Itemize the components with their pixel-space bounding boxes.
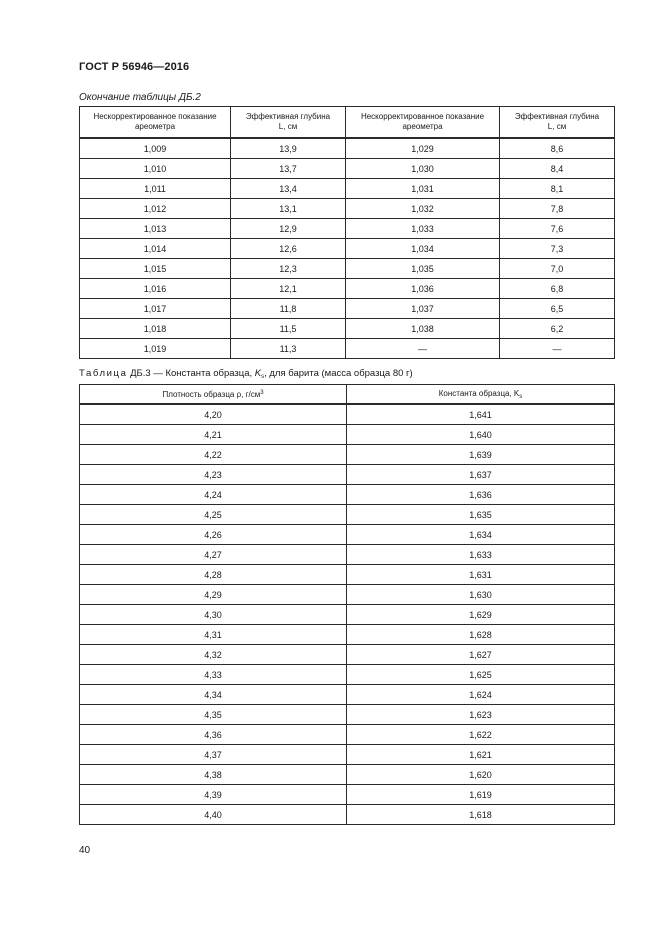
table-cell: — xyxy=(346,339,500,359)
header-effective-depth xyxy=(500,107,615,139)
table-row xyxy=(80,199,615,219)
table-cell: 1,629 xyxy=(347,605,615,625)
table-row xyxy=(80,645,615,665)
header-superscript: 3 xyxy=(260,389,264,396)
table-cell: 1,014 xyxy=(80,239,231,259)
table-cell: 1,624 xyxy=(347,685,615,705)
table-cell: 11,5 xyxy=(231,319,346,339)
header-line: L, см xyxy=(547,122,567,131)
table-cell: 6,2 xyxy=(500,319,615,339)
table-cell: 7,8 xyxy=(500,199,615,219)
table-row xyxy=(80,725,615,745)
header-sample-density xyxy=(80,385,347,405)
table-cell: 4,34 xyxy=(80,685,347,705)
table-cell: 4,37 xyxy=(80,745,347,765)
table-cell: 1,010 xyxy=(80,159,231,179)
header-hydrometer-reading xyxy=(80,107,231,139)
header-effective-depth xyxy=(231,107,346,139)
table-cell: 4,26 xyxy=(80,525,347,545)
table-row xyxy=(80,219,615,239)
table-cell: 1,038 xyxy=(346,319,500,339)
table-cell: 6,5 xyxy=(500,299,615,319)
header-text: Константа образца, K xyxy=(438,388,520,398)
table-row xyxy=(80,239,615,259)
table-cell: 13,4 xyxy=(231,179,346,199)
table-cell: 4,29 xyxy=(80,585,347,605)
table-cell: 1,035 xyxy=(346,259,500,279)
table-cell: 1,016 xyxy=(80,279,231,299)
table-db3-body xyxy=(80,404,615,825)
table-db2-caption: Окончание таблицы ДБ.2 xyxy=(79,92,201,103)
table-cell: 8,1 xyxy=(500,179,615,199)
header-line: Нескорректированное показание xyxy=(93,112,217,121)
table-cell: 4,40 xyxy=(80,805,347,825)
table-cell: 1,633 xyxy=(347,545,615,565)
table-cell: 8,4 xyxy=(500,159,615,179)
table-cell: 1,639 xyxy=(347,445,615,465)
caption-id: ДБ.3 xyxy=(130,368,151,379)
table-row xyxy=(80,159,615,179)
header-line: Нескорректированное показание xyxy=(360,112,485,121)
table-cell: 12,3 xyxy=(231,259,346,279)
table-cell: 4,20 xyxy=(80,404,347,425)
table-cell: 4,30 xyxy=(80,605,347,625)
table-cell: 8,6 xyxy=(500,138,615,159)
table-cell: 6,8 xyxy=(500,279,615,299)
table-cell: 1,013 xyxy=(80,219,231,239)
table-cell: 1,030 xyxy=(346,159,500,179)
table-cell: 1,015 xyxy=(80,259,231,279)
table-row xyxy=(80,445,615,465)
table-db3-caption xyxy=(79,368,413,380)
table-cell: 1,019 xyxy=(80,339,231,359)
table-row xyxy=(80,319,615,339)
header-line: ареометра xyxy=(134,122,176,131)
table-cell: 1,634 xyxy=(347,525,615,545)
table-cell: 7,3 xyxy=(500,239,615,259)
table-cell: 4,28 xyxy=(80,565,347,585)
table-cell: 4,23 xyxy=(80,465,347,485)
caption-word: Таблица xyxy=(79,368,128,379)
table-row xyxy=(80,505,615,525)
table-row xyxy=(80,404,615,425)
header-line: L, см xyxy=(278,122,298,131)
table-row xyxy=(80,805,615,825)
table-cell: 4,24 xyxy=(80,485,347,505)
table-row xyxy=(80,625,615,645)
table-db3 xyxy=(79,384,615,825)
table-row xyxy=(80,745,615,765)
table-cell: 1,619 xyxy=(347,785,615,805)
table-row xyxy=(80,525,615,545)
caption-symbol: K xyxy=(254,368,262,379)
header-text: Плотность образца ρ, г/см xyxy=(162,389,261,399)
table-cell: 1,034 xyxy=(346,239,500,259)
table-row xyxy=(80,179,615,199)
table-cell: 4,31 xyxy=(80,625,347,645)
table-cell: 1,640 xyxy=(347,425,615,445)
table-cell: 11,3 xyxy=(231,339,346,359)
table-row xyxy=(80,279,615,299)
table-cell: 1,032 xyxy=(346,199,500,219)
table-row xyxy=(80,785,615,805)
table-cell: 4,35 xyxy=(80,705,347,725)
table-cell: 1,017 xyxy=(80,299,231,319)
table-row xyxy=(80,465,615,485)
table-cell: 1,618 xyxy=(347,805,615,825)
table-cell: 1,033 xyxy=(346,219,500,239)
table-db2-body xyxy=(80,138,615,359)
table-cell: 4,36 xyxy=(80,725,347,745)
header-line: Эффективная глубина xyxy=(514,112,600,121)
table-cell: 1,621 xyxy=(347,745,615,765)
table-cell: 7,0 xyxy=(500,259,615,279)
table-cell: 1,637 xyxy=(347,465,615,485)
table-cell: 4,38 xyxy=(80,765,347,785)
table-cell: 1,037 xyxy=(346,299,500,319)
caption-text: , для барита (масса образца 80 г) xyxy=(264,368,413,379)
table-db2-header-row xyxy=(80,107,615,139)
table-cell: 4,33 xyxy=(80,665,347,685)
table-cell: 12,9 xyxy=(231,219,346,239)
table-cell: 1,623 xyxy=(347,705,615,725)
caption-symbol-subscript: s xyxy=(261,374,265,380)
header-sample-constant xyxy=(347,385,615,405)
table-row xyxy=(80,545,615,565)
table-cell: 4,22 xyxy=(80,445,347,465)
table-cell: 1,036 xyxy=(346,279,500,299)
table-row xyxy=(80,425,615,445)
header-line: Эффективная глубина xyxy=(245,112,331,121)
table-cell: 4,27 xyxy=(80,545,347,565)
table-cell: 13,9 xyxy=(231,138,346,159)
table-cell: 1,631 xyxy=(347,565,615,585)
caption-text: — Константа образца, xyxy=(150,368,255,379)
table-row xyxy=(80,765,615,785)
table-row xyxy=(80,605,615,625)
table-row xyxy=(80,565,615,585)
table-cell: 1,620 xyxy=(347,765,615,785)
table-row xyxy=(80,585,615,605)
table-row xyxy=(80,259,615,279)
table-row xyxy=(80,705,615,725)
table-cell: 13,1 xyxy=(231,199,346,219)
table-row xyxy=(80,299,615,319)
table-db2 xyxy=(79,106,615,359)
table-cell: 1,029 xyxy=(346,138,500,159)
header-subscript: s xyxy=(519,393,523,400)
header-line: ареометра xyxy=(402,122,443,131)
table-cell: 4,25 xyxy=(80,505,347,525)
table-cell: 4,39 xyxy=(80,785,347,805)
table-cell: 1,011 xyxy=(80,179,231,199)
table-cell: 1,625 xyxy=(347,665,615,685)
table-cell: — xyxy=(500,339,615,359)
table-cell: 1,635 xyxy=(347,505,615,525)
table-cell: 11,8 xyxy=(231,299,346,319)
table-cell: 1,641 xyxy=(347,404,615,425)
table-cell: 1,622 xyxy=(347,725,615,745)
table-row xyxy=(80,485,615,505)
table-cell: 1,009 xyxy=(80,138,231,159)
page-number: 40 xyxy=(79,845,91,856)
table-cell: 1,627 xyxy=(347,645,615,665)
table-cell: 4,32 xyxy=(80,645,347,665)
table-cell: 13,7 xyxy=(231,159,346,179)
table-row xyxy=(80,138,615,159)
document-code: ГОСТ Р 56946—2016 xyxy=(79,61,190,73)
table-row xyxy=(80,665,615,685)
table-cell: 7,6 xyxy=(500,219,615,239)
header-hydrometer-reading xyxy=(346,107,500,139)
table-cell: 1,628 xyxy=(347,625,615,645)
table-cell: 1,630 xyxy=(347,585,615,605)
table-cell: 1,018 xyxy=(80,319,231,339)
table-cell: 4,21 xyxy=(80,425,347,445)
table-cell: 1,012 xyxy=(80,199,231,219)
table-db3-header-row xyxy=(80,385,615,405)
table-row xyxy=(80,339,615,359)
table-cell: 12,6 xyxy=(231,239,346,259)
table-row xyxy=(80,685,615,705)
table-cell: 1,031 xyxy=(346,179,500,199)
table-cell: 12,1 xyxy=(231,279,346,299)
table-cell: 1,636 xyxy=(347,485,615,505)
